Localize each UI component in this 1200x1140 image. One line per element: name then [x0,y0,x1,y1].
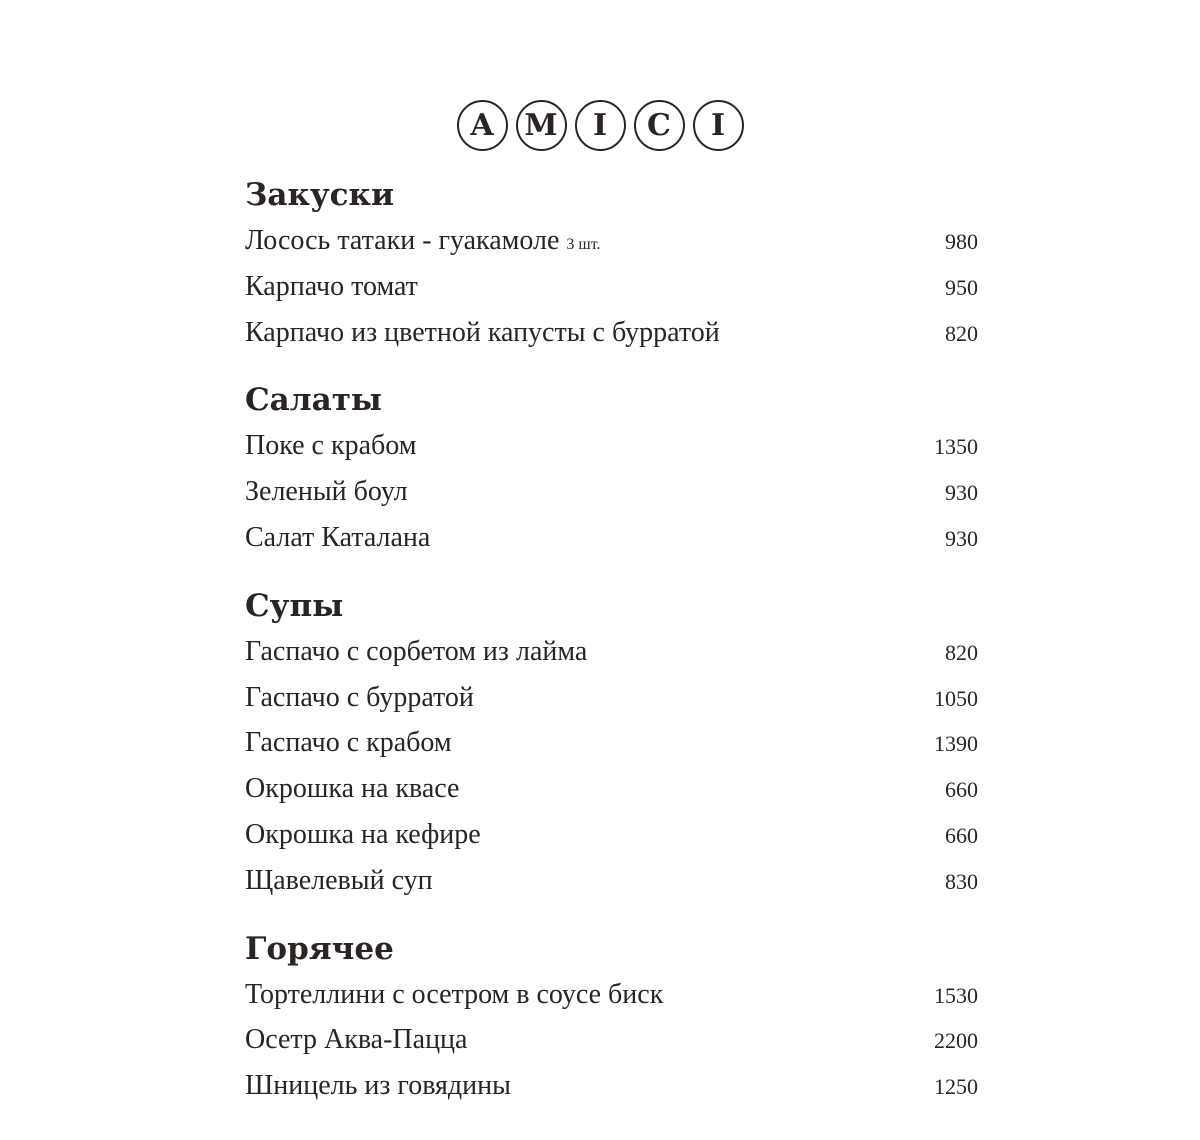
menu-item-name: Карпачо томат [245,270,418,302]
menu-item [245,423,978,469]
menu-item [245,629,978,675]
logo-letter-circle: A [457,100,508,151]
brand-logo [0,100,1200,160]
menu-item-price: 1530 [934,982,978,1008]
menu-item-name: Гаспачо с бурратой [245,681,474,713]
section-title: Горячее [245,930,394,967]
menu-item-price: 2200 [934,1028,978,1054]
menu-section-salads [245,377,978,560]
menu-item [245,972,978,1018]
menu-item-price: 980 [945,229,978,254]
menu-item [245,675,978,721]
menu-item-price: 820 [945,320,978,346]
menu-item-price: 930 [945,525,978,551]
menu-item-name: Поке с крабом [245,430,417,462]
menu-item-price: 930 [945,480,978,506]
menu-item-name: Лосось татаки - гуакамоле [245,225,560,256]
menu-item-name: Окрошка на квасе [245,773,460,805]
menu-item-name: Зеленый боул [245,476,408,508]
menu-item [245,310,978,356]
section-title: Салаты [245,382,382,419]
menu-section-hot-dishes [245,926,978,1109]
menu-item [245,469,978,515]
menu-item-price: 950 [945,274,978,300]
menu-item [245,858,978,904]
menu-item-price: 1250 [934,1074,978,1100]
menu-item-name: Гаспачо с сорбетом из лайма [245,635,588,667]
section-title: Закуски [245,177,394,213]
menu-item-name: Гаспачо с крабом [245,727,452,759]
menu-item-price: 830 [945,868,978,894]
menu-item-name: Тортеллини с осетром в соусе биск [245,978,664,1010]
logo-letter-circle: C [634,100,685,151]
menu-item-price: 1050 [934,685,978,711]
menu-section-appetizers [245,172,978,355]
menu-item [245,264,978,310]
section-title: Супы [245,587,344,624]
menu-section-soups [245,583,978,904]
logo-letter-circle: I [693,100,744,151]
menu-item [245,1017,978,1063]
menu-item-price: 1350 [934,434,978,460]
menu-item-name: Карпачо из цветной капусты с бурратой [245,316,720,348]
menu-item-name-wrap [245,218,601,268]
menu-item [245,720,978,766]
menu-item [245,1063,978,1109]
menu-item-price: 660 [945,777,978,803]
menu-item-price: 1390 [934,731,978,757]
menu-item-name: Шницель из говядины [245,1070,511,1102]
menu [245,172,978,1131]
menu-item [245,218,978,264]
menu-item-price: 820 [945,639,978,665]
menu-item-name: Щавелевый суп [245,864,433,896]
menu-item-name: Салат Каталана [245,521,431,553]
menu-item-name: Окрошка на кефире [245,818,481,850]
menu-item-note: 3 шт. [566,236,601,253]
menu-item [245,515,978,561]
menu-item-price: 660 [945,822,978,848]
menu-item [245,812,978,858]
menu-item-name: Осетр Аква-Пацца [245,1024,468,1056]
logo-letter-circle: I [575,100,626,151]
menu-item [245,766,978,812]
logo-letter-circle: M [516,100,567,151]
